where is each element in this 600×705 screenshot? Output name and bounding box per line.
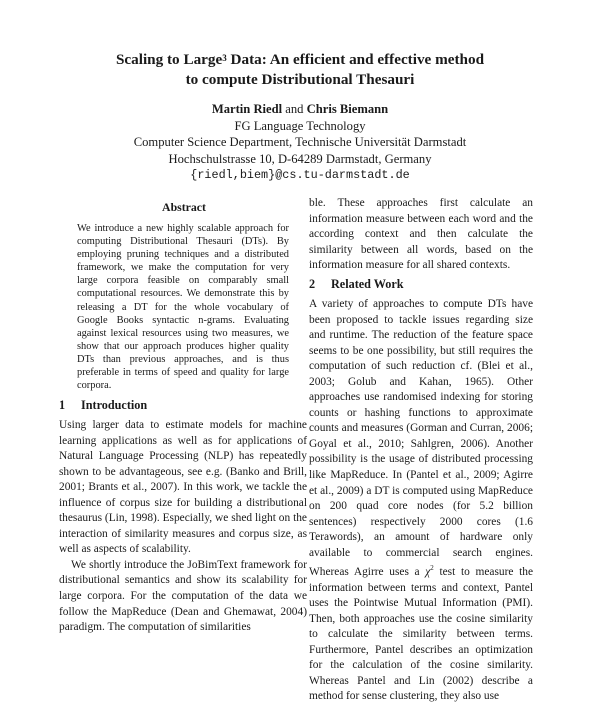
- abstract-body: [77, 222, 289, 392]
- title-part-b: Data: An efficient and effective method: [226, 51, 485, 68]
- abstract-text: We introduce a new highly scalable approach for computing Distributional Thesauri (DTs). By employing pruning techniques and a distributed framework, we make the computation for very large corpora feasible on comparably small computational resources. We demonstrate this by releasing a DT for the whole vocabulary of Google Books syntactic n-grams. Evaluating against lexical resources using two measures, we show that our approach produces higher quality DTs than previous approaches, and is thus preferable in terms of speed and quality for large corpora.: [77, 223, 289, 392]
- title-part-a: Scaling to Large: [115, 51, 223, 68]
- related-text-a: A variety of approaches to compute DTs have been proposed to tackle issues regarding size and runtime. The reduction of the feature space seems to be one possibility, but still requires the computation of such reduction cf. (Blei et al., 2003; Golub and Kahan, 1965). Other approaches use randomised indexing for storing counts or hashing functions to approximate counts and measures (Gorman and Curran, 2006; Goyal et al., 2010; Sahlgren, 2006). Another possibility is the usage of distributed processing like MapReduce. In (Pantel et al., 2009; Agirre et al., 2009) a DT is computed using MapReduce on 200 quad core nodes (for 5.2 billion sentences) respectively 2000 cores (1.6 Terawords), an amount of hardware only available to commercial search engines. Whereas Agirre uses a: [309, 298, 533, 579]
- title-line-1: [0, 50, 600, 70]
- paper-title: [0, 50, 600, 90]
- chi-letter: χ: [425, 566, 431, 579]
- author-block: [0, 101, 600, 184]
- section-introduction-heading: [59, 398, 147, 413]
- section-number: 2: [309, 277, 316, 291]
- title-superscript: 3: [222, 53, 227, 63]
- author-and: and: [285, 102, 304, 116]
- author-line: [0, 101, 600, 118]
- chi-square-symbol: [425, 566, 434, 578]
- author-2: Chris Biemann: [306, 102, 389, 116]
- affiliation-department: Computer Science Department, Technische Universität Darmstadt: [133, 135, 467, 150]
- right-column-continuation: [309, 196, 533, 274]
- continuation-paragraph: ble. These approaches first calculate an information measure between each word and the according context and then calculate the similarity between all words, based on the information measure for all shared contexts.: [309, 197, 533, 272]
- affiliation-group: FG Language Technology: [234, 118, 366, 133]
- section-number: 1: [59, 398, 66, 412]
- section-title: Introduction: [81, 398, 148, 412]
- intro-paragraph-2: We shortly introduce the JoBimText framework for distributional semantics and show its scalability for large corpora. For the computation of the data we follow the MapReduce (Dean and Ghemawat, 2004) paradigm. The computation of similarities: [59, 558, 307, 634]
- author-email: {riedl,biem}@cs.tu-darmstadt.de: [190, 168, 410, 183]
- introduction-body: [59, 418, 307, 636]
- intro-paragraph-1: Using larger data to estimate models for machine learning applications as well as for applications of Natural Language Processing (NLP) has repeatedly shown to be advantageous, see e.g. (Banko and Brill, 2001; Brants et al., 2007). In this work, we tackle the influence of corpus size for building a distributional thesaurus (Lin, 1998). Especially, we shed light on the interaction of similarity measures and corpus size, as well as aspects of scalability.: [59, 419, 307, 556]
- abstract-heading: Abstract: [162, 200, 206, 214]
- related-work-body: [309, 297, 533, 705]
- section-related-work-heading: [309, 277, 404, 292]
- author-1: Martin Riedl: [211, 102, 283, 116]
- related-paragraph: [309, 297, 533, 705]
- title-line-2: to compute Distributional Thesauri: [185, 71, 415, 88]
- related-text-b: test to measure the information between terms and context, Pantel uses the Pointwise Mutual Information (PMI). Then, both approaches use the cosine similarity to calculate the similarity between terms. Furthermore, Pantel describes an optimization for the calculation of the cosine similarity. Whereas Pantel and Lin (2002) describe a method for sense clustering, they also use: [309, 566, 533, 703]
- affiliation-address: Hochschulstrasse 10, D-64289 Darmstadt, Germany: [168, 151, 432, 166]
- section-title: Related Work: [331, 277, 404, 291]
- chi-exponent: 2: [430, 564, 434, 573]
